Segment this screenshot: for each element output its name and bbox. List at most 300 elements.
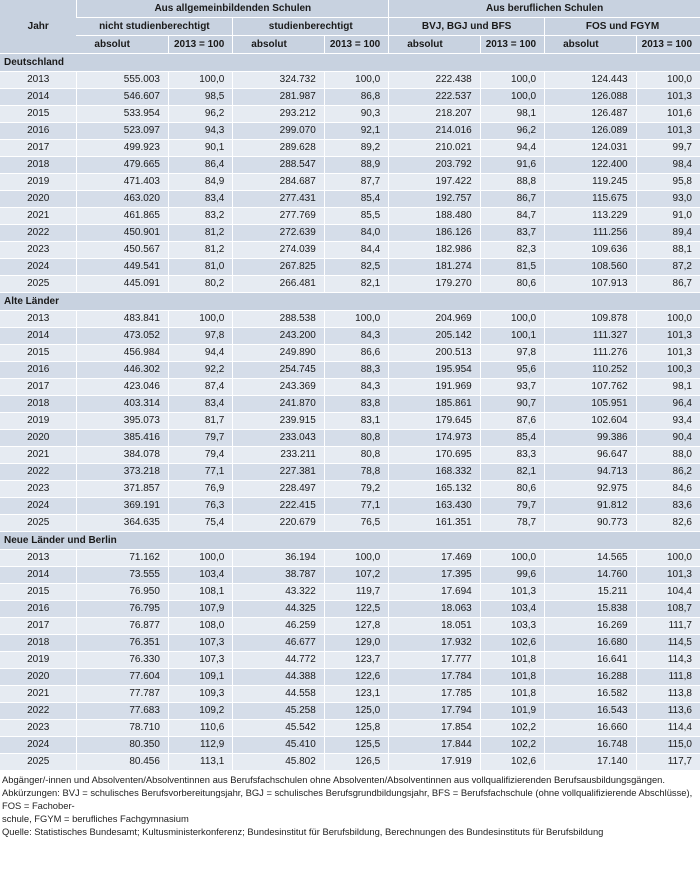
table-row xyxy=(0,106,700,123)
absolute-value-cell: 395.073 xyxy=(76,413,168,430)
absolute-value-cell: 222.415 xyxy=(232,498,324,515)
index-value-cell: 88,1 xyxy=(636,242,700,259)
year-cell: 2021 xyxy=(0,447,76,464)
index-value-cell: 88,3 xyxy=(324,362,388,379)
index-value-cell: 78,7 xyxy=(480,515,544,532)
absolute-value-cell: 16.288 xyxy=(544,669,636,686)
index-value-cell: 80,6 xyxy=(480,481,544,498)
table-row xyxy=(0,140,700,157)
table-row xyxy=(0,567,700,584)
absolute-value-cell: 17.784 xyxy=(388,669,480,686)
index-value-cell: 93,4 xyxy=(636,413,700,430)
index-value-cell: 97,8 xyxy=(480,345,544,362)
absolute-value-cell: 222.537 xyxy=(388,89,480,106)
index-value-cell: 83,8 xyxy=(324,396,388,413)
header-nicht-studienberechtigt: nicht studienberechtigt xyxy=(76,18,232,36)
index-value-cell: 100,0 xyxy=(168,311,232,328)
index-value-cell: 79,7 xyxy=(480,498,544,515)
absolute-value-cell: 288.547 xyxy=(232,157,324,174)
table-row xyxy=(0,601,700,618)
absolute-value-cell: 463.020 xyxy=(76,191,168,208)
index-value-cell: 101,8 xyxy=(480,686,544,703)
year-cell: 2022 xyxy=(0,703,76,720)
year-cell: 2013 xyxy=(0,311,76,328)
index-value-cell: 86,4 xyxy=(168,157,232,174)
absolute-value-cell: 17.794 xyxy=(388,703,480,720)
absolute-value-cell: 218.207 xyxy=(388,106,480,123)
absolute-value-cell: 90.773 xyxy=(544,515,636,532)
index-value-cell: 98,1 xyxy=(480,106,544,123)
source-note: Quelle: Statistisches Bundesamt; Kultusministerkonferenz; Bundesinstitut für Berufsbildung, Berechnungen des Bundesinstituts für Berufsbildung xyxy=(2,826,604,837)
section-header xyxy=(0,532,700,550)
absolute-value-cell: 170.695 xyxy=(388,447,480,464)
absolute-value-cell: 80.456 xyxy=(76,754,168,771)
absolute-value-cell: 16.269 xyxy=(544,618,636,635)
table-row xyxy=(0,157,700,174)
table-row xyxy=(0,584,700,601)
index-value-cell: 107,9 xyxy=(168,601,232,618)
index-value-cell: 114,4 xyxy=(636,720,700,737)
index-value-cell: 98,5 xyxy=(168,89,232,106)
header-year: Jahr xyxy=(0,0,76,54)
index-value-cell: 87,6 xyxy=(480,413,544,430)
index-value-cell: 83,2 xyxy=(168,208,232,225)
absolute-value-cell: 200.513 xyxy=(388,345,480,362)
absolute-value-cell: 214.016 xyxy=(388,123,480,140)
absolute-value-cell: 17.777 xyxy=(388,652,480,669)
year-cell: 2021 xyxy=(0,686,76,703)
index-value-cell: 101,6 xyxy=(636,106,700,123)
index-value-cell: 82,1 xyxy=(480,464,544,481)
table-row xyxy=(0,259,700,276)
year-cell: 2023 xyxy=(0,481,76,498)
absolute-value-cell: 16.582 xyxy=(544,686,636,703)
year-cell: 2023 xyxy=(0,720,76,737)
index-value-cell: 95,8 xyxy=(636,174,700,191)
index-value-cell: 113,6 xyxy=(636,703,700,720)
absolute-value-cell: 403.314 xyxy=(76,396,168,413)
absolute-value-cell: 284.687 xyxy=(232,174,324,191)
header-index: 2013 = 100 xyxy=(636,36,700,54)
absolute-value-cell: 94.713 xyxy=(544,464,636,481)
table-row xyxy=(0,174,700,191)
index-value-cell: 96,2 xyxy=(168,106,232,123)
absolute-value-cell: 369.191 xyxy=(76,498,168,515)
absolute-value-cell: 17.854 xyxy=(388,720,480,737)
year-cell: 2023 xyxy=(0,242,76,259)
index-value-cell: 101,3 xyxy=(636,89,700,106)
index-value-cell: 76,9 xyxy=(168,481,232,498)
index-value-cell: 83,7 xyxy=(480,225,544,242)
index-value-cell: 100,0 xyxy=(480,311,544,328)
index-value-cell: 85,4 xyxy=(480,430,544,447)
absolute-value-cell: 197.422 xyxy=(388,174,480,191)
absolute-value-cell: 38.787 xyxy=(232,567,324,584)
absolute-value-cell: 168.332 xyxy=(388,464,480,481)
absolute-value-cell: 227.381 xyxy=(232,464,324,481)
section-title: Alte Länder xyxy=(0,293,700,311)
absolute-value-cell: 192.757 xyxy=(388,191,480,208)
table-row xyxy=(0,413,700,430)
year-cell: 2014 xyxy=(0,89,76,106)
absolute-value-cell: 15.838 xyxy=(544,601,636,618)
index-value-cell: 126,5 xyxy=(324,754,388,771)
absolute-value-cell: 191.969 xyxy=(388,379,480,396)
table-row xyxy=(0,498,700,515)
index-value-cell: 96,4 xyxy=(636,396,700,413)
index-value-cell: 117,7 xyxy=(636,754,700,771)
absolute-value-cell: 533.954 xyxy=(76,106,168,123)
absolute-value-cell: 76.950 xyxy=(76,584,168,601)
index-value-cell: 89,2 xyxy=(324,140,388,157)
absolute-value-cell: 186.126 xyxy=(388,225,480,242)
index-value-cell: 112,9 xyxy=(168,737,232,754)
year-cell: 2014 xyxy=(0,567,76,584)
absolute-value-cell: 243.200 xyxy=(232,328,324,345)
index-value-cell: 86,6 xyxy=(324,345,388,362)
index-value-cell: 90,4 xyxy=(636,430,700,447)
footnote-berufsfachschulen: Abgänger/-innen und Absolventen/Absolventinnen aus Berufsfachschulen ohne Absolventen/Absolventinnen aus vollqualifizierenden Berufsausbildungsgängen. xyxy=(2,774,665,785)
index-value-cell: 84,4 xyxy=(324,242,388,259)
absolute-value-cell: 17.785 xyxy=(388,686,480,703)
absolute-value-cell: 179.645 xyxy=(388,413,480,430)
absolute-value-cell: 239.915 xyxy=(232,413,324,430)
index-value-cell: 98,1 xyxy=(636,379,700,396)
table-row xyxy=(0,447,700,464)
absolute-value-cell: 233.211 xyxy=(232,447,324,464)
absolute-value-cell: 546.607 xyxy=(76,89,168,106)
absolute-value-cell: 36.194 xyxy=(232,550,324,567)
absolute-value-cell: 16.543 xyxy=(544,703,636,720)
absolute-value-cell: 111.327 xyxy=(544,328,636,345)
header-absolut: absolut xyxy=(76,36,168,54)
index-value-cell: 86,7 xyxy=(480,191,544,208)
absolute-value-cell: 45.542 xyxy=(232,720,324,737)
absolute-value-cell: 373.218 xyxy=(76,464,168,481)
index-value-cell: 84,7 xyxy=(480,208,544,225)
header-group-general: Aus allgemeinbildenden Schulen xyxy=(76,0,388,18)
index-value-cell: 79,2 xyxy=(324,481,388,498)
index-value-cell: 108,0 xyxy=(168,618,232,635)
table-row xyxy=(0,396,700,413)
absolute-value-cell: 124.031 xyxy=(544,140,636,157)
index-value-cell: 81,7 xyxy=(168,413,232,430)
index-value-cell: 107,3 xyxy=(168,635,232,652)
absolute-value-cell: 107.913 xyxy=(544,276,636,293)
table-row xyxy=(0,635,700,652)
absolute-value-cell: 111.276 xyxy=(544,345,636,362)
absolute-value-cell: 188.480 xyxy=(388,208,480,225)
header-index: 2013 = 100 xyxy=(480,36,544,54)
absolute-value-cell: 110.252 xyxy=(544,362,636,379)
absolute-value-cell: 109.878 xyxy=(544,311,636,328)
index-value-cell: 81,5 xyxy=(480,259,544,276)
table-row xyxy=(0,515,700,532)
absolute-value-cell: 113.229 xyxy=(544,208,636,225)
year-cell: 2015 xyxy=(0,345,76,362)
absolute-value-cell: 91.812 xyxy=(544,498,636,515)
index-value-cell: 101,8 xyxy=(480,652,544,669)
absolute-value-cell: 174.973 xyxy=(388,430,480,447)
year-cell: 2018 xyxy=(0,635,76,652)
index-value-cell: 96,2 xyxy=(480,123,544,140)
index-value-cell: 108,1 xyxy=(168,584,232,601)
absolute-value-cell: 77.683 xyxy=(76,703,168,720)
index-value-cell: 108,7 xyxy=(636,601,700,618)
index-value-cell: 103,3 xyxy=(480,618,544,635)
index-value-cell: 109,2 xyxy=(168,703,232,720)
year-cell: 2017 xyxy=(0,140,76,157)
index-value-cell: 100,0 xyxy=(324,550,388,567)
index-value-cell: 111,8 xyxy=(636,669,700,686)
index-value-cell: 93,0 xyxy=(636,191,700,208)
index-value-cell: 83,1 xyxy=(324,413,388,430)
index-value-cell: 82,3 xyxy=(480,242,544,259)
index-value-cell: 100,0 xyxy=(636,72,700,89)
absolute-value-cell: 179.270 xyxy=(388,276,480,293)
absolute-value-cell: 45.410 xyxy=(232,737,324,754)
index-value-cell: 80,6 xyxy=(480,276,544,293)
absolute-value-cell: 14.565 xyxy=(544,550,636,567)
absolute-value-cell: 203.792 xyxy=(388,157,480,174)
absolute-value-cell: 274.039 xyxy=(232,242,324,259)
index-value-cell: 101,3 xyxy=(636,328,700,345)
year-cell: 2015 xyxy=(0,106,76,123)
table-row xyxy=(0,703,700,720)
absolute-value-cell: 555.003 xyxy=(76,72,168,89)
year-cell: 2024 xyxy=(0,737,76,754)
absolute-value-cell: 163.430 xyxy=(388,498,480,515)
index-value-cell: 86,8 xyxy=(324,89,388,106)
index-value-cell: 100,0 xyxy=(480,89,544,106)
absolute-value-cell: 181.274 xyxy=(388,259,480,276)
index-value-cell: 85,5 xyxy=(324,208,388,225)
absolute-value-cell: 17.694 xyxy=(388,584,480,601)
absolute-value-cell: 76.795 xyxy=(76,601,168,618)
absolute-value-cell: 126.487 xyxy=(544,106,636,123)
index-value-cell: 125,0 xyxy=(324,703,388,720)
index-value-cell: 125,8 xyxy=(324,720,388,737)
index-value-cell: 101,3 xyxy=(480,584,544,601)
footnote-abbreviations: Abkürzungen: BVJ = schulisches Berufsvorbereitungsjahr, BGJ = schulisches Berufsgrundbildungsjahr, BFS = Berufsfachschule (ohne vollqualifizierende Abschlüsse), FOS = Fachober- xyxy=(2,787,693,811)
table-row xyxy=(0,345,700,362)
index-value-cell: 122,5 xyxy=(324,601,388,618)
index-value-cell: 102,2 xyxy=(480,737,544,754)
year-cell: 2019 xyxy=(0,413,76,430)
absolute-value-cell: 44.325 xyxy=(232,601,324,618)
index-value-cell: 97,8 xyxy=(168,328,232,345)
index-value-cell: 90,3 xyxy=(324,106,388,123)
index-value-cell: 122,6 xyxy=(324,669,388,686)
absolute-value-cell: 204.969 xyxy=(388,311,480,328)
absolute-value-cell: 293.212 xyxy=(232,106,324,123)
absolute-value-cell: 449.541 xyxy=(76,259,168,276)
header-fos-fgym: FOS und FGYM xyxy=(544,18,700,36)
table-row xyxy=(0,720,700,737)
absolute-value-cell: 44.772 xyxy=(232,652,324,669)
absolute-value-cell: 461.865 xyxy=(76,208,168,225)
absolute-value-cell: 109.636 xyxy=(544,242,636,259)
absolute-value-cell: 78.710 xyxy=(76,720,168,737)
absolute-value-cell: 243.369 xyxy=(232,379,324,396)
index-value-cell: 101,3 xyxy=(636,345,700,362)
index-value-cell: 87,7 xyxy=(324,174,388,191)
absolute-value-cell: 483.841 xyxy=(76,311,168,328)
index-value-cell: 82,6 xyxy=(636,515,700,532)
absolute-value-cell: 254.745 xyxy=(232,362,324,379)
absolute-value-cell: 471.403 xyxy=(76,174,168,191)
year-cell: 2018 xyxy=(0,157,76,174)
absolute-value-cell: 446.302 xyxy=(76,362,168,379)
index-value-cell: 102,6 xyxy=(480,754,544,771)
index-value-cell: 100,3 xyxy=(636,362,700,379)
index-value-cell: 104,4 xyxy=(636,584,700,601)
index-value-cell: 101,3 xyxy=(636,567,700,584)
index-value-cell: 80,8 xyxy=(324,430,388,447)
absolute-value-cell: 18.051 xyxy=(388,618,480,635)
table-row xyxy=(0,550,700,567)
section-title: Neue Länder und Berlin xyxy=(0,532,700,550)
index-value-cell: 83,3 xyxy=(480,447,544,464)
year-cell: 2022 xyxy=(0,225,76,242)
index-value-cell: 94,4 xyxy=(168,345,232,362)
index-value-cell: 100,0 xyxy=(636,550,700,567)
index-value-cell: 100,0 xyxy=(168,550,232,567)
table-row xyxy=(0,652,700,669)
index-value-cell: 125,5 xyxy=(324,737,388,754)
absolute-value-cell: 228.497 xyxy=(232,481,324,498)
index-value-cell: 94,3 xyxy=(168,123,232,140)
index-value-cell: 77,1 xyxy=(168,464,232,481)
year-cell: 2015 xyxy=(0,584,76,601)
absolute-value-cell: 44.558 xyxy=(232,686,324,703)
absolute-value-cell: 80.350 xyxy=(76,737,168,754)
section-header xyxy=(0,54,700,72)
absolute-value-cell: 126.088 xyxy=(544,89,636,106)
table-row xyxy=(0,191,700,208)
table-row xyxy=(0,311,700,328)
index-value-cell: 91,6 xyxy=(480,157,544,174)
table-row xyxy=(0,481,700,498)
index-value-cell: 113,8 xyxy=(636,686,700,703)
index-value-cell: 84,3 xyxy=(324,328,388,345)
absolute-value-cell: 445.091 xyxy=(76,276,168,293)
absolute-value-cell: 126.089 xyxy=(544,123,636,140)
index-value-cell: 98,4 xyxy=(636,157,700,174)
year-cell: 2013 xyxy=(0,72,76,89)
absolute-value-cell: 73.555 xyxy=(76,567,168,584)
index-value-cell: 82,5 xyxy=(324,259,388,276)
index-value-cell: 119,7 xyxy=(324,584,388,601)
absolute-value-cell: 16.748 xyxy=(544,737,636,754)
index-value-cell: 84,6 xyxy=(636,481,700,498)
index-value-cell: 127,8 xyxy=(324,618,388,635)
absolute-value-cell: 185.861 xyxy=(388,396,480,413)
absolute-value-cell: 222.438 xyxy=(388,72,480,89)
index-value-cell: 80,8 xyxy=(324,447,388,464)
absolute-value-cell: 17.469 xyxy=(388,550,480,567)
table-body xyxy=(0,54,700,771)
index-value-cell: 84,9 xyxy=(168,174,232,191)
table-header xyxy=(0,0,700,54)
absolute-value-cell: 277.431 xyxy=(232,191,324,208)
header-index: 2013 = 100 xyxy=(168,36,232,54)
absolute-value-cell: 165.132 xyxy=(388,481,480,498)
absolute-value-cell: 450.567 xyxy=(76,242,168,259)
absolute-value-cell: 220.679 xyxy=(232,515,324,532)
table-row xyxy=(0,686,700,703)
absolute-value-cell: 76.877 xyxy=(76,618,168,635)
index-value-cell: 87,2 xyxy=(636,259,700,276)
index-value-cell: 100,0 xyxy=(480,550,544,567)
table-row xyxy=(0,618,700,635)
index-value-cell: 114,3 xyxy=(636,652,700,669)
year-cell: 2020 xyxy=(0,191,76,208)
index-value-cell: 100,1 xyxy=(480,328,544,345)
absolute-value-cell: 272.639 xyxy=(232,225,324,242)
index-value-cell: 90,1 xyxy=(168,140,232,157)
index-value-cell: 88,8 xyxy=(480,174,544,191)
index-value-cell: 91,0 xyxy=(636,208,700,225)
absolute-value-cell: 161.351 xyxy=(388,515,480,532)
index-value-cell: 101,3 xyxy=(636,123,700,140)
absolute-value-cell: 44.388 xyxy=(232,669,324,686)
absolute-value-cell: 46.259 xyxy=(232,618,324,635)
footnotes xyxy=(0,771,700,838)
table-row xyxy=(0,737,700,754)
index-value-cell: 81,0 xyxy=(168,259,232,276)
index-value-cell: 100,0 xyxy=(168,72,232,89)
table-row xyxy=(0,72,700,89)
index-value-cell: 84,0 xyxy=(324,225,388,242)
absolute-value-cell: 17.919 xyxy=(388,754,480,771)
section-title: Deutschland xyxy=(0,54,700,72)
table-row xyxy=(0,754,700,771)
index-value-cell: 102,6 xyxy=(480,635,544,652)
index-value-cell: 79,4 xyxy=(168,447,232,464)
index-value-cell: 100,0 xyxy=(324,72,388,89)
absolute-value-cell: 14.760 xyxy=(544,567,636,584)
absolute-value-cell: 92.975 xyxy=(544,481,636,498)
header-absolut: absolut xyxy=(232,36,324,54)
table-row xyxy=(0,123,700,140)
index-value-cell: 93,7 xyxy=(480,379,544,396)
index-value-cell: 95,6 xyxy=(480,362,544,379)
header-studienberechtigt: studienberechtigt xyxy=(232,18,388,36)
absolute-value-cell: 499.923 xyxy=(76,140,168,157)
year-cell: 2019 xyxy=(0,174,76,191)
year-cell: 2016 xyxy=(0,362,76,379)
index-value-cell: 99,6 xyxy=(480,567,544,584)
year-cell: 2021 xyxy=(0,208,76,225)
absolute-value-cell: 43.322 xyxy=(232,584,324,601)
absolute-value-cell: 289.628 xyxy=(232,140,324,157)
absolute-value-cell: 71.162 xyxy=(76,550,168,567)
index-value-cell: 100,0 xyxy=(324,311,388,328)
table-row xyxy=(0,242,700,259)
index-value-cell: 99,7 xyxy=(636,140,700,157)
year-cell: 2022 xyxy=(0,464,76,481)
table-row xyxy=(0,225,700,242)
table-row xyxy=(0,669,700,686)
absolute-value-cell: 76.351 xyxy=(76,635,168,652)
index-value-cell: 103,4 xyxy=(168,567,232,584)
absolute-value-cell: 105.951 xyxy=(544,396,636,413)
absolute-value-cell: 16.680 xyxy=(544,635,636,652)
header-absolut: absolut xyxy=(388,36,480,54)
year-cell: 2019 xyxy=(0,652,76,669)
year-cell: 2024 xyxy=(0,259,76,276)
